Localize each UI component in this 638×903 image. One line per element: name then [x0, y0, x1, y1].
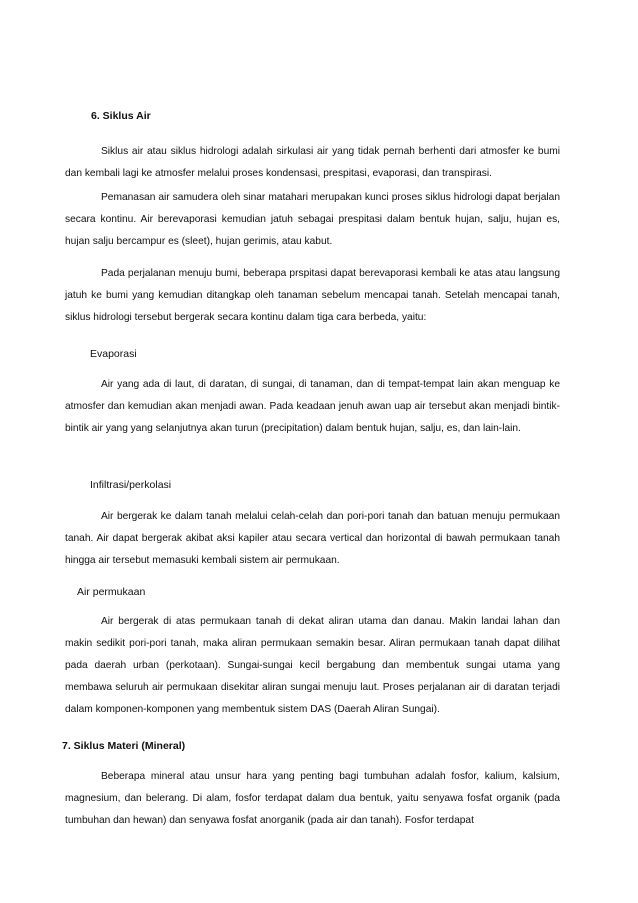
infiltrasi-paragraph: Air bergerak ke dalam tanah melalui celah-celah dan pori-pori tanah dan batuan menuju permukaan tanah. Air dapat bergerak akibat aksi kapiler atau secara vertical dan horizontal di bawah permukaan tanah hingga air tersebut memasuki kembali sistem air permukaan.	[65, 511, 560, 566]
evaporasi-paragraph: Air yang ada di laut, di daratan, di sungai, di tanaman, dan di tempat-tempat lain akan menguap ke atmosfer dan kemudian akan menjadi awan. Pada keadaan jenuh awan uap air tersebut akan menjadi bintik-bintik air yang yang selanjutnya akan turun (precipitation) dalam bentuk hujan, salju, es, dan lain-lain.	[65, 379, 560, 434]
section-6-heading: 6. Siklus Air	[91, 110, 151, 122]
section-7-paragraph: Beberapa mineral atau unsur hara yang penting bagi tumbuhan adalah fosfor, kalium, kalsium, magnesium, dan belerang. Di alam, fosfor terdapat dalam dua bentuk, yaitu senyawa fosfat organik (pada tumbuhan dan hewan) dan senyawa fosfat anorganik (pada air dan tanah). Fosfor terdapat	[65, 771, 560, 826]
section-6-paragraph-2: Pemanasan air samudera oleh sinar matahari merupakan kunci proses siklus hidrologi dapat berjalan secara kontinu. Air berevaporasi kemudian jatuh sebagai prespitasi dalam bentuk hujan, salju, hujan es, hujan salju bercampur es (sleet), hujan gerimis, atau kabut.	[65, 192, 560, 247]
evaporasi-heading: Evaporasi	[90, 348, 137, 360]
air-permukaan-heading: Air permukaan	[77, 586, 146, 598]
air-permukaan-paragraph: Air bergerak di atas permukaan tanah di dekat aliran utama dan danau. Makin landai lahan dan makin sedikit pori-pori tanah, maka aliran permukaan semakin besar. Aliran permukaan tanah dapat dilihat pada daerah urban (perkotaan). Sungai-sungai kecil bergabung dan membentuk sungai utama yang membawa seluruh air permukaan disekitar aliran sungai menuju laut. Proses perjalanan air di daratan terjadi dalam komponen-komponen yang membentuk sistem DAS (Daerah Aliran Sungai).	[65, 616, 560, 715]
section-7-heading: 7. Siklus Materi (Mineral)	[62, 740, 186, 752]
section-6-paragraph-1: Siklus air atau siklus hidrologi adalah sirkulasi air yang tidak pernah berhenti dari atmosfer ke bumi dan kembali lagi ke atmosfer melalui proses kondensasi, prespitasi, evaporasi, dan transpirasi.	[65, 146, 560, 179]
section-6-paragraph-3: Pada perjalanan menuju bumi, beberapa prspitasi dapat berevaporasi kembali ke atas atau langsung jatuh ke bumi yang kemudian ditangkap oleh tanaman sebelum mencapai tanah. Setelah mencapai tanah, siklus hidrologi tersebut bergerak secara kontinu dalam tiga cara berbeda, yaitu:	[65, 268, 560, 323]
infiltrasi-heading: Infiltrasi/perkolasi	[90, 479, 172, 491]
